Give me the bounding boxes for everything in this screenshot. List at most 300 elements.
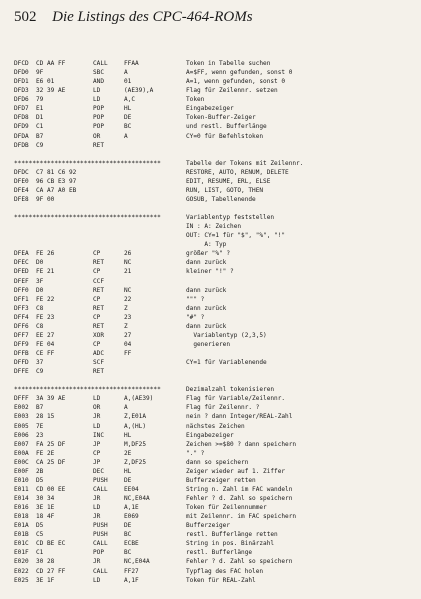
listing-line [14, 222, 420, 231]
mnemonic: AND [93, 78, 105, 86]
comment: dann zurück [186, 304, 227, 312]
operand: M,DF25 [124, 440, 147, 448]
hex-bytes: D0 [36, 259, 44, 267]
hex-bytes: 3A 39 AE [36, 395, 66, 403]
address: E01B [14, 531, 29, 539]
listing-line [14, 286, 420, 295]
operand: A,1F [124, 576, 139, 584]
comment: nein ? dann Integer/REAL-Zahl [186, 413, 293, 421]
comment: IN : A: Zeichen [186, 223, 242, 231]
address: DFF3 [14, 304, 29, 312]
operand: A,1E [124, 504, 139, 512]
hex-bytes: 37 [36, 359, 44, 367]
hex-bytes: FE 04 [36, 340, 55, 348]
address: E01F [14, 549, 29, 557]
hex-bytes: C7 81 C6 92 [36, 168, 77, 176]
address: E014 [14, 495, 29, 502]
section-title: Variablentyp feststellen [186, 214, 275, 222]
page-header [14, 6, 413, 36]
operand: A [124, 69, 128, 77]
mnemonic: PUSH [93, 531, 108, 539]
hex-bytes: FA 25 DF [36, 440, 66, 448]
comment: Flag für Zeilennr. ? [186, 404, 260, 412]
address: DFEC [14, 259, 29, 267]
operand: 23 [124, 313, 132, 321]
hex-bytes: CE FF [36, 350, 55, 357]
address: DFD0 [14, 69, 29, 77]
mnemonic: JR [93, 558, 101, 566]
listing-line [14, 557, 420, 566]
mnemonic: JP [93, 458, 101, 466]
listing-line [14, 168, 420, 177]
hex-bytes: FE 22 [36, 295, 55, 303]
hex-bytes: 9F [36, 69, 44, 77]
comment: Eingabezeiger [186, 431, 234, 439]
operand: NC [124, 259, 132, 267]
listing-line [14, 141, 420, 150]
listing-line [14, 177, 420, 186]
comment: "#" ? [186, 313, 205, 321]
comment: EDIT, RESUME, ERL, ELSE [186, 177, 271, 185]
operand: BC [124, 531, 132, 539]
address: E00F [14, 467, 29, 475]
section-header-line [14, 159, 420, 168]
mnemonic: LD [93, 504, 101, 512]
comment: kleiner "!" ? [186, 268, 234, 276]
section-stars: **************************************** [14, 386, 161, 394]
listing-line [14, 240, 420, 249]
address: E01C [14, 540, 29, 548]
listing-line [14, 331, 420, 340]
hex-bytes: CD 27 FF [36, 567, 66, 575]
operand: FF27 [124, 567, 139, 575]
mnemonic: POP [93, 105, 105, 113]
hex-bytes: C9 [36, 141, 44, 149]
address: DFE0 [14, 177, 29, 185]
comment: Token-Buffer-Zeiger [186, 114, 256, 122]
comment: """ ? [186, 295, 205, 303]
address: E007 [14, 440, 29, 448]
comment: Eingabezeiger [186, 105, 234, 113]
address: DFD1 [14, 78, 29, 86]
listing-line [14, 195, 420, 204]
operand: A,C [124, 96, 136, 104]
listing-line [14, 231, 420, 240]
operand: ECBE [124, 540, 139, 548]
comment: RUN, LIST, GOTO, THEN [186, 186, 264, 194]
comment: OUT: CY=1 für "$", "%", "!" [186, 232, 286, 240]
operand: HL [124, 467, 132, 475]
address: E010 [14, 476, 29, 484]
hex-bytes: CD 00 EE [36, 485, 66, 493]
hex-bytes: C1 [36, 123, 44, 131]
mnemonic: ADC [93, 350, 105, 357]
hex-bytes: FE 2E [36, 449, 55, 457]
comment: und restl. Bufferlänge [186, 123, 267, 131]
listing-line [14, 403, 420, 412]
address: DFF6 [14, 322, 29, 330]
mnemonic: CP [93, 449, 101, 457]
listing-line [14, 113, 420, 122]
mnemonic: RET [93, 286, 105, 294]
operand: A,(HL) [124, 422, 147, 430]
listing-line [14, 349, 420, 358]
comment: mit Zeilennr. im FAC speichern [186, 513, 297, 521]
hex-bytes: 7E [36, 422, 44, 430]
listing-line [14, 576, 420, 585]
comment: String n. Zahl im FAC wandeln [186, 485, 293, 493]
operand: A [124, 132, 128, 140]
listing-line [14, 521, 420, 530]
comment: A=1, wenn gefunden, sonst 0 [186, 78, 286, 86]
mnemonic: OR [93, 404, 101, 412]
comment: Flag für Variable/Zeilennr. [186, 395, 286, 403]
comment: Flag für Zeilennr. setzen [186, 87, 278, 95]
mnemonic: CP [93, 313, 101, 321]
listing-line [14, 476, 420, 485]
comment: dann zurück [186, 286, 227, 294]
comment: dann so speichern [186, 458, 249, 466]
operand: 01 [124, 78, 132, 86]
hex-bytes: FE 21 [36, 268, 55, 276]
mnemonic: PUSH [93, 476, 108, 484]
listing-line [14, 340, 420, 349]
hex-bytes: C1 [36, 549, 44, 557]
hex-bytes: 2B [36, 467, 44, 475]
address: E01A [14, 522, 29, 530]
address: DFED [14, 268, 29, 276]
operand: 04 [124, 340, 132, 348]
mnemonic: LD [93, 395, 101, 403]
listing-line [14, 68, 420, 77]
mnemonic: DEC [93, 467, 105, 475]
comment: Fehler ? d. Zahl so speichern [186, 558, 293, 566]
operand: BC [124, 123, 132, 131]
mnemonic: SBC [93, 69, 105, 77]
listing-line [14, 494, 420, 503]
operand: 2E [124, 449, 132, 457]
mnemonic: LD [93, 96, 101, 104]
operand: 21 [124, 268, 132, 276]
hex-bytes: 3E 1E [36, 504, 55, 512]
comment: GOSUB, Tabellenende [186, 195, 256, 203]
listing-line [14, 313, 420, 322]
mnemonic: RET [93, 322, 105, 330]
mnemonic: CALL [93, 60, 108, 67]
comment: Bufferzeiger retten [186, 476, 256, 484]
operand: A,(AE39) [124, 395, 154, 403]
listing-line [14, 394, 420, 403]
operand: DE [124, 476, 132, 484]
hex-bytes: CD AA FF [36, 60, 66, 67]
listing-line [14, 322, 420, 331]
operand: 27 [124, 331, 132, 339]
address: DFFE [14, 368, 29, 376]
hex-bytes: C8 [36, 304, 44, 312]
hex-bytes: D5 [36, 476, 44, 484]
address: DFEA [14, 250, 29, 258]
listing-line [14, 467, 420, 476]
comment: restl. Bufferlänge retten [186, 531, 278, 539]
address: E016 [14, 504, 29, 512]
comment: Zeichen >=$80 ? dann speichern [186, 440, 297, 448]
listing-line [14, 458, 420, 467]
page-title: Die Listings des CPC-464-ROMs [52, 9, 253, 25]
hex-bytes: 9F 00 [36, 195, 55, 203]
address: E018 [14, 513, 29, 521]
hex-bytes: 30 28 [36, 558, 55, 566]
comment: A=$FF, wenn gefunden, sonst 0 [186, 69, 293, 77]
hex-bytes: FE 23 [36, 313, 55, 321]
hex-bytes: 30 34 [36, 495, 55, 502]
operand: HL [124, 105, 132, 113]
comment: Zeiger wieder auf 1. Ziffer [186, 467, 286, 475]
operand: BC [124, 549, 132, 557]
hex-bytes: 3F [36, 277, 44, 285]
mnemonic: RET [93, 141, 105, 149]
listing-line [14, 539, 420, 548]
mnemonic: PUSH [93, 522, 108, 530]
operand: FFAA [124, 60, 139, 67]
section-stars: **************************************** [14, 159, 161, 167]
mnemonic: LD [93, 87, 101, 95]
address: DFCD [14, 60, 29, 67]
address: E011 [14, 485, 29, 493]
assembly-listing [14, 59, 420, 585]
mnemonic: CP [93, 340, 101, 348]
hex-bytes: 3E 1F [36, 576, 55, 584]
hex-bytes: B7 [36, 404, 44, 412]
mnemonic: JR [93, 413, 101, 421]
mnemonic: JR [93, 495, 101, 502]
mnemonic: JR [93, 513, 101, 521]
operand: FF [124, 350, 132, 357]
address: DFEF [14, 277, 29, 285]
listing-line [14, 104, 420, 113]
mnemonic: CALL [93, 540, 108, 548]
mnemonic: POP [93, 549, 105, 557]
section-header-line [14, 213, 420, 222]
listing-line [14, 122, 420, 131]
mnemonic: CALL [93, 567, 108, 575]
operand: Z [124, 322, 128, 330]
section-stars: **************************************** [14, 214, 161, 222]
listing-line [14, 548, 420, 557]
listing-line [14, 449, 420, 458]
hex-bytes: D5 [36, 522, 44, 530]
comment: CY=0 für Befehlstoken [186, 132, 264, 140]
hex-bytes: CA 25 DF [36, 458, 66, 466]
hex-bytes: 79 [36, 96, 44, 104]
listing-line [14, 132, 420, 141]
comment: nächstes Zeichen [186, 422, 245, 430]
hex-bytes: 32 39 AE [36, 87, 66, 95]
address: DFFB [14, 350, 29, 357]
hex-bytes: B7 [36, 132, 44, 140]
address: DFDA [14, 132, 29, 140]
mnemonic: SCF [93, 359, 105, 367]
hex-bytes: D0 [36, 286, 44, 294]
operand: (AE39),A [124, 87, 154, 95]
address: DFF1 [14, 295, 29, 303]
section-header-line [14, 385, 420, 394]
operand: Z [124, 304, 128, 312]
listing-line [14, 367, 420, 376]
listing-line [14, 431, 420, 440]
address: E00A [14, 449, 29, 457]
mnemonic: CP [93, 268, 101, 276]
listing-line [14, 412, 420, 421]
section-title: Dezimalzahl tokenisieren [186, 386, 275, 394]
address: E025 [14, 576, 29, 584]
address: E005 [14, 422, 29, 430]
listing-line [14, 77, 420, 86]
address: DFDB [14, 141, 29, 149]
hex-bytes: 28 15 [36, 413, 55, 421]
comment: Token für REAL-Zahl [186, 576, 256, 584]
listing-line [14, 86, 420, 95]
section-title: Tabelle der Tokens mit Zeilennr. [186, 159, 304, 167]
listing-line [14, 567, 420, 576]
hex-bytes: 18 4F [36, 513, 55, 521]
comment: dann zurück [186, 322, 227, 330]
address: DFE4 [14, 186, 29, 194]
listing-line [14, 485, 420, 494]
operand: NC [124, 286, 132, 294]
address: E00C [14, 458, 29, 466]
listing-line [14, 249, 420, 258]
comment: Token [186, 96, 205, 104]
mnemonic: CP [93, 250, 101, 258]
operand: Z,E01A [124, 413, 147, 421]
hex-bytes: FE 26 [36, 250, 55, 258]
mnemonic: LD [93, 576, 101, 584]
operand: HL [124, 431, 132, 439]
operand: 26 [124, 250, 132, 258]
mnemonic: INC [93, 431, 105, 439]
comment: Bufferzeiger [186, 522, 231, 530]
mnemonic: RET [93, 259, 105, 267]
mnemonic: LD [93, 422, 101, 430]
address: DFF9 [14, 340, 29, 348]
listing-line [14, 304, 420, 313]
listing-line [14, 440, 420, 449]
comment: RESTORE, AUTO, RENUM, DELETE [186, 168, 289, 176]
address: DFD3 [14, 87, 29, 95]
listing-line [14, 376, 420, 385]
address: DFFF [14, 395, 29, 403]
mnemonic: POP [93, 114, 105, 122]
listing-line [14, 267, 420, 276]
comment: Token für Zeilennummer [186, 504, 267, 512]
listing-line [14, 295, 420, 304]
address: DFFD [14, 359, 29, 367]
mnemonic: JP [93, 440, 101, 448]
hex-bytes: 23 [36, 431, 44, 439]
hex-bytes: 96 CB E3 97 [36, 177, 77, 185]
comment: String in pos. Binärzahl [186, 540, 275, 548]
comment: dann zurück [186, 259, 227, 267]
listing-line [14, 95, 420, 104]
hex-bytes: E1 [36, 105, 44, 113]
address: DFD9 [14, 123, 29, 131]
listing-line [14, 258, 420, 267]
comment: Typflag des FAC holen [186, 567, 264, 575]
address: DFDC [14, 168, 29, 176]
mnemonic: OR [93, 132, 101, 140]
operand: DE [124, 114, 132, 122]
operand: EE04 [124, 485, 139, 493]
mnemonic: CALL [93, 485, 108, 493]
comment: Fehler ? d. Zahl so speichern [186, 495, 293, 502]
operand: A [124, 404, 128, 412]
operand: E069 [124, 513, 139, 521]
hex-bytes: C5 [36, 531, 44, 539]
mnemonic: RET [93, 368, 105, 376]
hex-bytes: CA A7 A0 EB [36, 186, 77, 194]
listing-line [14, 277, 420, 286]
mnemonic: CP [93, 295, 101, 303]
mnemonic: XOR [93, 331, 105, 339]
page-number: 502 [14, 9, 37, 25]
comment: Token in Tabelle suchen [186, 60, 271, 67]
address: E006 [14, 431, 29, 439]
comment: größer "%" ? [186, 250, 231, 258]
listing-line [14, 204, 420, 213]
address: E020 [14, 558, 29, 566]
address: E003 [14, 413, 29, 421]
listing-line [14, 503, 420, 512]
hex-bytes: C9 [36, 368, 44, 376]
operand: NC,E04A [124, 558, 150, 566]
comment: generieren [186, 340, 231, 348]
address: DFE8 [14, 195, 29, 203]
mnemonic: POP [93, 123, 105, 131]
mnemonic: CCF [93, 277, 105, 285]
listing-line [14, 530, 420, 539]
operand: DE [124, 522, 132, 530]
listing-line [14, 150, 420, 159]
listing-line [14, 358, 420, 367]
hex-bytes: E6 01 [36, 78, 55, 86]
address: E002 [14, 404, 29, 412]
address: DFD8 [14, 114, 29, 122]
comment: restl. Bufferlänge [186, 549, 253, 557]
address: DFD6 [14, 96, 29, 104]
comment: Variablentyp (2,3,5) [186, 331, 267, 339]
comment: A: Typ [186, 241, 227, 249]
address: DFF0 [14, 286, 29, 294]
listing-line [14, 512, 420, 521]
address: DFF4 [14, 313, 29, 321]
hex-bytes: CD BE EC [36, 540, 66, 548]
operand: NC,E04A [124, 495, 150, 502]
address: DFD7 [14, 105, 29, 113]
comment: "." ? [186, 449, 205, 457]
hex-bytes: EE 27 [36, 331, 55, 339]
hex-bytes: C8 [36, 322, 44, 330]
comment: CY=1 für Variablenende [186, 359, 267, 367]
operand: Z,DF25 [124, 458, 147, 466]
address: E022 [14, 567, 29, 575]
operand: 22 [124, 295, 132, 303]
listing-line [14, 422, 420, 431]
listing-line [14, 59, 420, 68]
address: DFF7 [14, 331, 29, 339]
mnemonic: RET [93, 304, 105, 312]
listing-line [14, 186, 420, 195]
hex-bytes: D1 [36, 114, 44, 122]
